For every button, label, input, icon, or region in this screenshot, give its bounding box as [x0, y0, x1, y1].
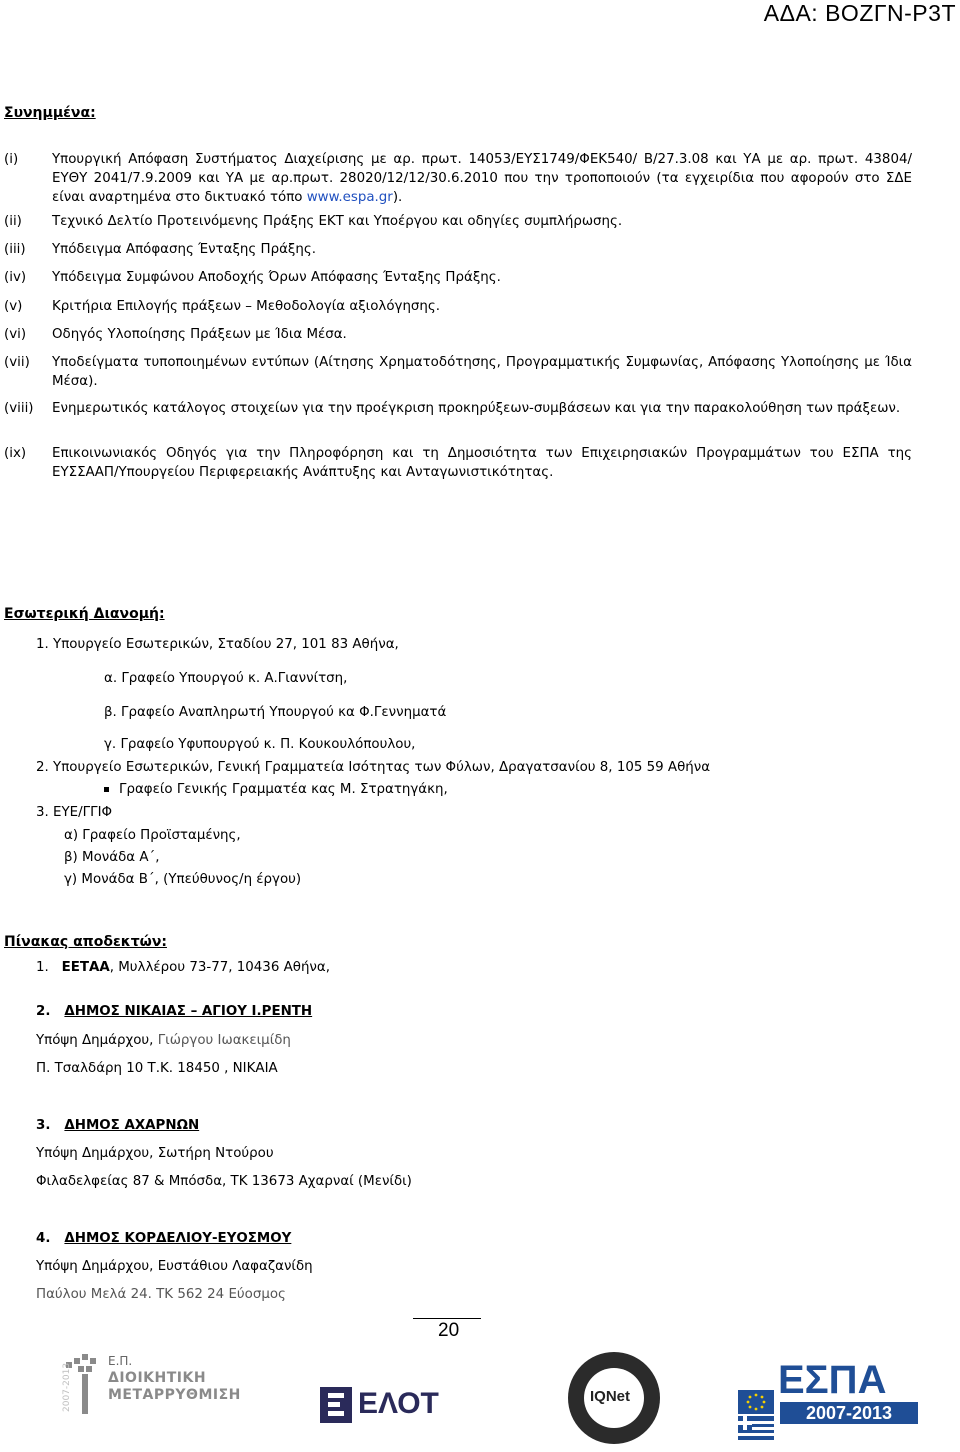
recipient-name: ΕΕΤΑΑ: [61, 960, 110, 975]
annex-number: (viii): [4, 401, 34, 416]
administrative-reform-logo: [64, 1352, 254, 1448]
internal-distribution-heading: Εσωτερική Διανομή:: [4, 606, 165, 622]
annex-text: Υπουργική Απόφαση Συστήματος Διαχείρισης με αρ. πρωτ. 14053/ΕΥΣ1749/ΦΕΚ540/ Β/27.3.08 και ΥΑ με αρ. πρωτ. 43804/ΕΥΘΥ 2041/7.9.2009 και ΥΑ με αρ.πρωτ. 28020/12/12/30.6.2010 που την τροποποιούν (τα εγχειρίδια που αφορούν στο ΣΔΕ είναι αναρτημένα στο δικτυακό τόπο: [52, 152, 912, 205]
recipient-3-address: Φιλαδελφείας 87 & Μπόσδα, ΤΚ 13673 Αχαρναί (Μενίδι): [36, 1174, 412, 1189]
annex-text: Υποδείγματα τυποποιημένων εντύπων (Αίτησης Χρηματοδότησης, Προγραμματικής Συμφωνίας, Απόφασης Υλοποίησης με Ίδια Μέσα).: [52, 355, 912, 389]
recipient-2: [36, 1004, 312, 1019]
internal-item-3c: γ) Μονάδα Β΄, (Υπεύθυνος/η έργου): [64, 872, 302, 887]
annex-item-i: [4, 150, 912, 207]
annex-number: (iii): [4, 242, 26, 257]
iqnet-certified-logo: [566, 1350, 662, 1446]
ada-code: ΑΔΑ: ΒΟΖΓΝ-Ρ3Τ: [763, 0, 956, 26]
annex-text: Κριτήρια Επιλογής πράξεων – Μεθοδολογία αξιολόγησης.: [52, 299, 441, 314]
recipient-3-contact: Υπόψη Δημάρχου, Σωτήρη Ντούρου: [36, 1146, 274, 1161]
recipient-number: 3.: [36, 1118, 51, 1133]
internal-item-2a: [104, 782, 448, 797]
annex-item-viii: [4, 399, 912, 418]
annex-item-ix: [4, 444, 912, 482]
logo-line-1: ΔΙΟΙΚΗΤΙΚΗ: [108, 1370, 207, 1386]
annex-text: Τεχνικό Δελτίο Προτεινόμενης Πράξης ΕΚΤ και Υποέργου και οδηγίες συμπλήρωσης.: [52, 214, 623, 229]
recipient-number: 1.: [36, 960, 49, 975]
recipient-2-contact-name: Γιώργου Ιωακειμίδη: [157, 1033, 291, 1048]
recipients-heading: Πίνακας αποδεκτών:: [4, 934, 167, 950]
annex-number: (vii): [4, 355, 30, 370]
annex-number: (i): [4, 152, 19, 167]
internal-item-3a: α) Γραφείο Προϊσταμένης,: [64, 828, 241, 843]
annex-number: (ix): [4, 446, 27, 461]
annex-item-v: [4, 297, 912, 316]
logo-years-vertical: 2007-2013: [62, 1362, 72, 1412]
annex-number: (ii): [4, 214, 22, 229]
annex-text: Υπόδειγμα Απόφασης Ένταξης Πράξης.: [52, 242, 316, 257]
annex-number: (iv): [4, 270, 27, 285]
recipient-4: [36, 1231, 291, 1246]
internal-item-1a: α. Γραφείο Υπουργού κ. Α.Γιαννίτση,: [104, 671, 348, 686]
elot-logo: [320, 1385, 439, 1427]
logo-line-2: ΜΕΤΑΡΡΥΘΜΙΣΗ: [108, 1387, 241, 1403]
recipient-number: 2.: [36, 1004, 51, 1019]
eu-flag-icon: [738, 1390, 774, 1414]
recipient-number: 4.: [36, 1231, 51, 1246]
page-number-rule: [413, 1318, 481, 1319]
annex-number: (vi): [4, 327, 27, 342]
internal-item-1: 1. Υπουργείο Εσωτερικών, Σταδίου 27, 101 83 Αθήνα,: [36, 637, 399, 652]
internal-item-2a-text: Γραφείο Γενικής Γραμματέα κας Μ. Στρατηγάκη,: [119, 782, 448, 797]
recipient-address: , Μυλλέρου 73-77, 10436 Αθήνα,: [109, 960, 330, 975]
annex-item-ii: [4, 212, 912, 231]
internal-item-1b: β. Γραφείο Αναπληρωτή Υπουργού κα Φ.Γεννηματά: [104, 705, 447, 720]
annex-item-vii: [4, 353, 912, 391]
annex-item-iii: [4, 240, 912, 259]
greek-flag-icon: [738, 1416, 774, 1440]
internal-item-2: 2. Υπουργείο Εσωτερικών, Γενική Γραμματεία Ισότητας των Φύλων, Δραγατσανίου 8, 105 59 Αθήνα: [36, 760, 711, 775]
iqnet-text: IQNet: [590, 1388, 631, 1405]
recipient-3: [36, 1118, 199, 1133]
recipient-name: ΔΗΜΟΣ ΑΧΑΡΝΩΝ: [64, 1118, 200, 1133]
recipient-4-contact: Υπόψη Δημάρχου, Ευστάθιου Λαφαζανίδη: [36, 1259, 313, 1274]
annex-text: Ενημερωτικός κατάλογος στοιχείων για την προέγκριση προκηρύξεων-συμβάσεων και για την παρακολούθηση των πράξεων.: [52, 401, 901, 416]
espa-link[interactable]: www.espa.gr: [306, 190, 393, 205]
espa-text: ΕΣΠΑ: [778, 1358, 887, 1402]
logo-ep-label: Ε.Π.: [108, 1354, 133, 1368]
bullet-icon: [104, 787, 109, 792]
internal-item-3: 3. ΕΥΕ/ΓΓΙΦ: [36, 805, 113, 820]
elot-text: ΕΛΟΤ: [358, 1387, 439, 1420]
annex-text: Επικοινωνιακός Οδηγός για την Πληροφόρηση και τη Δημοσιότητα των Επιχειρησιακών Προγραμμάτων του ΕΣΠΑ της ΕΥΣΣΑΑΠ/Υπουργείου Περιφερειακής Ανάπτυξης και Ανταγωνιστικότητας.: [52, 446, 912, 480]
annex-item-vi: [4, 325, 912, 344]
annex-text-end: ).: [392, 190, 403, 205]
recipient-2-contact: [36, 1033, 291, 1048]
page-number: 20: [438, 1320, 460, 1341]
recipient-1: [36, 960, 330, 975]
recipient-4-address: Παύλου Μελά 24. ΤΚ 562 24 Εύοσμος: [36, 1287, 286, 1302]
recipient-2-address: Π. Τσαλδάρη 10 Τ.Κ. 18450 , ΝΙΚΑΙΑ: [36, 1061, 278, 1076]
recipient-name: ΔΗΜΟΣ ΝΙΚΑΙΑΣ – ΑΓΙΟΥ Ι.ΡΕΝΤΗ: [64, 1004, 313, 1019]
annex-item-iv: [4, 268, 912, 287]
internal-item-3b: β) Μονάδα Α΄,: [64, 850, 160, 865]
internal-item-1c: γ. Γραφείο Υφυπουργού κ. Π. Κουκουλόπουλου,: [104, 737, 416, 752]
annex-text: Υπόδειγμα Συμφώνου Αποδοχής Όρων Απόφασης Ένταξης Πράξης.: [52, 270, 501, 285]
espa-logo: [738, 1350, 918, 1446]
espa-years: 2007-2013: [780, 1402, 918, 1424]
attachments-heading: Συνημμένα:: [4, 105, 96, 121]
recipient-2-contact-prefix: Υπόψη Δημάρχου,: [36, 1033, 158, 1048]
recipient-name: ΔΗΜΟΣ ΚΟΡΔΕΛΙΟΥ-ΕΥΟΣΜΟΥ: [64, 1231, 292, 1246]
annex-number: (v): [4, 299, 23, 314]
annex-text: Οδηγός Υλοποίησης Πράξεων με Ίδια Μέσα.: [52, 327, 347, 342]
